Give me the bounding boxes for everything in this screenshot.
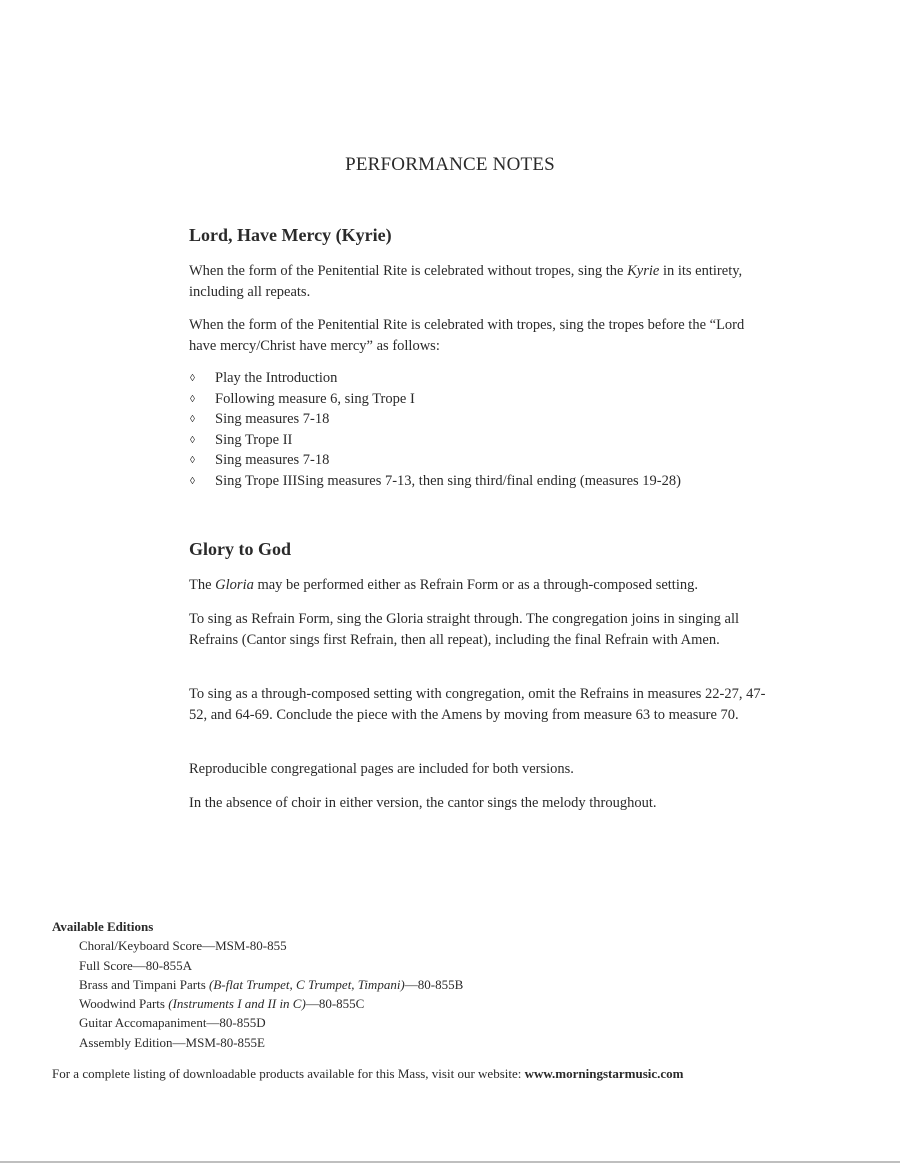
- edition-before-text: Assembly Edition—MSM-80-855E: [79, 1034, 265, 1050]
- kyrie-p2-text: When the form of the Penitential Rite is celebrated with tropes, sing the tropes before the “Lord have mercy/Christ have mercy” as follows:: [189, 317, 745, 354]
- diamond-bullet-icon: ◊: [190, 475, 195, 487]
- edition-before-text: Guitar Accomapaniment—80-855D: [79, 1015, 266, 1031]
- gloria-p2-text: To sing as Refrain Form, sing the Gloria straight through. The congregation joins in singing all Refrains (Cantor sings first Refrain, then all repeat), including the final Refrain with Amen.: [189, 611, 740, 648]
- kyrie-paragraph-2: [189, 315, 769, 357]
- edition-item: [52, 975, 463, 994]
- gloria-heading: Glory to God: [189, 539, 291, 559]
- kyrie-paragraph-1: [189, 261, 769, 303]
- available-editions: [52, 917, 463, 1052]
- edition-item: [52, 956, 463, 975]
- edition-item: [52, 936, 463, 955]
- gloria-p3-text: To sing as a through-composed setting with congregation, omit the Refrains in measures 22-27, 47-52, and 64-69. Conclude the piece with the Amens by moving from measure 63 to measure 70.: [189, 686, 766, 723]
- kyrie-heading: Lord, Have Mercy (Kyrie): [189, 225, 392, 245]
- gloria-section: [189, 539, 769, 560]
- gloria-p4-text: Reproducible congregational pages are included for both versions.: [189, 761, 574, 777]
- bullet-item: [189, 368, 809, 389]
- gloria-paragraph-2: [189, 609, 769, 651]
- edition-before-text: Woodwind Parts: [79, 996, 169, 1012]
- bullet-item: [189, 430, 809, 451]
- edition-after-text: —80-855B: [404, 976, 464, 992]
- bullet-item: [189, 389, 809, 410]
- kyrie-bullet-list: [189, 368, 809, 492]
- bullet-item: [189, 409, 809, 430]
- edition-item: [52, 1033, 463, 1052]
- edition-before-text: Choral/Keyboard Score—MSM-80-855: [79, 938, 287, 954]
- website-link[interactable]: www.morningstarmusic.com: [524, 1066, 684, 1081]
- kyrie-p1-text: When the form of the Penitential Rite is celebrated without tropes, sing the: [189, 263, 628, 279]
- diamond-bullet-icon: ◊: [190, 414, 195, 426]
- diamond-bullet-icon: ◊: [190, 393, 195, 405]
- gloria-p1-text: The: [189, 577, 216, 593]
- bottom-border: [0, 1161, 900, 1163]
- editions-title: Available Editions: [52, 919, 154, 934]
- footer-text: For a complete listing of downloadable products available for this Mass, visit our website:: [52, 1066, 525, 1081]
- kyrie-p1-italic: Kyrie: [627, 263, 660, 279]
- edition-item: [52, 994, 463, 1013]
- bullet-text: Play the Introduction: [215, 370, 338, 386]
- edition-before-text: Full Score—80-855A: [79, 957, 193, 973]
- bullet-text: Sing Trope II: [215, 431, 293, 448]
- kyrie-p1-text-end: in its entirety, including all repeats.: [189, 263, 743, 300]
- edition-after-text: —80-855C: [305, 996, 365, 1012]
- diamond-bullet-icon: ◊: [190, 373, 195, 384]
- edition-item: [52, 1013, 463, 1032]
- bullet-text: Sing Trope IIISing measures 7-13, then sing third/final ending (measures 19-28): [215, 472, 681, 489]
- edition-italic-text: (B-flat Trumpet, C Trumpet, Timpani): [209, 976, 405, 992]
- gloria-p5-text: In the absence of choir in either version, the cantor sings the melody throughout.: [189, 795, 657, 811]
- bullet-item: [189, 450, 809, 471]
- footer-note: [52, 1066, 684, 1082]
- bullet-text: Sing measures 7-18: [215, 452, 330, 469]
- page-title: PERFORMANCE NOTES: [345, 154, 555, 175]
- bullet-text: Following measure 6, sing Trope I: [215, 390, 415, 407]
- gloria-paragraph-5: [189, 793, 769, 814]
- gloria-paragraph-4: [189, 759, 769, 780]
- kyrie-section: [189, 225, 769, 246]
- diamond-bullet-icon: ◊: [190, 434, 195, 446]
- gloria-paragraph-3: [189, 684, 769, 726]
- edition-italic-text: (Instruments I and II in C): [168, 996, 306, 1012]
- gloria-p1-text-end: may be performed either as Refrain Form or as a through-composed setting.: [253, 577, 698, 593]
- gloria-p1-italic: Gloria: [215, 577, 254, 593]
- bullet-item: [189, 471, 809, 492]
- diamond-bullet-icon: ◊: [190, 455, 195, 467]
- bullet-text: Sing measures 7-18: [215, 411, 330, 428]
- gloria-paragraph-1: [189, 575, 769, 596]
- edition-before-text: Brass and Timpani Parts: [79, 976, 210, 992]
